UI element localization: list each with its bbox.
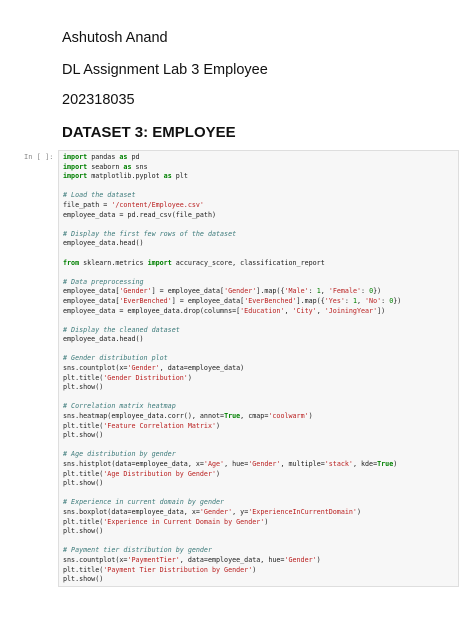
code-token: # Display the first few rows of the dataset [63, 229, 237, 238]
code-line [63, 163, 456, 173]
code-token: file_path = [63, 200, 112, 209]
code-token: ) [356, 507, 361, 516]
code-token: : [308, 287, 317, 296]
code-line [63, 239, 456, 249]
code-token: # Gender distribution plot [63, 354, 168, 363]
code-line [63, 374, 456, 384]
assignment-title: DL Assignment Lab 3 Employee [62, 62, 268, 78]
code-token: : [344, 296, 353, 305]
code-token: 'Male' [284, 287, 309, 296]
code-token: ) [316, 555, 321, 564]
code-token: # Display the cleaned dataset [63, 325, 180, 334]
code-token: : [361, 287, 370, 296]
code-token: plt [171, 172, 188, 181]
code-token: # Experience in current domain by gender [63, 498, 225, 507]
code-token: 'Age Distribution by Gender' [103, 469, 216, 478]
code-token: ) [216, 421, 221, 430]
code-token: True [224, 412, 241, 421]
code-token: 'ExperienceInCurrentDomain' [248, 507, 357, 516]
code-token: ]) [377, 306, 386, 315]
code-token: 'Feature Correlation Matrix' [103, 421, 216, 430]
code-line [63, 489, 456, 499]
code-line [63, 307, 456, 317]
code-line [63, 172, 456, 182]
code-token: 'Payment Tier Distribution by Gender' [103, 565, 253, 574]
code-token: sns.boxplot(data=employee_data, x= [63, 507, 200, 516]
code-line [63, 345, 456, 355]
code-token: matplotlib.pyplot [87, 172, 164, 181]
code-token: sns.countplot(x= [63, 364, 128, 373]
code-line [63, 249, 456, 259]
code-token: 'Education' [240, 306, 285, 315]
code-line [63, 220, 456, 230]
code-token: plt.show() [63, 383, 104, 392]
code-token: ].map({ [256, 287, 285, 296]
code-token: , [316, 306, 325, 315]
code-line [63, 460, 456, 470]
code-token: 'Gender' [248, 460, 281, 468]
code-token: 0 [369, 287, 374, 296]
code-token: plt.title( [63, 421, 104, 430]
code-token: employee_data[ [63, 287, 120, 296]
code-token: # Payment tier distribution by gender [63, 546, 212, 555]
code-token: ) [264, 517, 269, 526]
code-token: 'PaymentTier' [127, 555, 180, 564]
code-token: pd [127, 153, 140, 161]
code-token: plt.show() [63, 431, 104, 440]
code-token: # Load the dataset [63, 191, 136, 200]
code-token: 'coolwarm' [268, 412, 309, 421]
code-token: , hue= [224, 460, 249, 468]
code-line [63, 508, 456, 518]
code-line [63, 278, 456, 288]
code-token: as [123, 162, 132, 171]
code-token: ) [252, 565, 257, 574]
code-line [63, 422, 456, 432]
code-line [63, 556, 456, 566]
code-token: }) [373, 287, 382, 296]
code-line [63, 297, 456, 307]
code-token: ] = employee_data[ [171, 296, 245, 305]
code-line [63, 479, 456, 489]
code-token: plt.title( [63, 373, 104, 382]
code-token: plt.title( [63, 517, 104, 526]
code-token: ) [216, 469, 221, 478]
code-token: 'EverBenched' [244, 296, 297, 305]
code-line [63, 537, 456, 547]
code-line [63, 470, 456, 480]
code-token: # Age distribution by gender [63, 450, 176, 459]
code-editor[interactable] [63, 153, 456, 585]
code-token: sns.heatmap(employee_data.corr(), annot= [63, 412, 225, 421]
code-token: ) [393, 460, 398, 468]
code-token: # Data preprocessing [63, 277, 144, 286]
code-token: import [147, 258, 172, 267]
code-token: pandas [87, 153, 120, 161]
code-token: 0 [389, 296, 394, 305]
code-token: , cmap= [240, 412, 269, 421]
code-line [63, 268, 456, 278]
code-token: employee_data = pd.read_csv(file_path) [63, 210, 216, 219]
code-token: , [320, 287, 329, 296]
code-line [63, 335, 456, 345]
code-line [63, 566, 456, 576]
code-token: plt.show() [63, 575, 104, 584]
code-token: employee_data[ [63, 296, 120, 305]
code-token: , data=employee_data) [159, 364, 245, 373]
code-token: employee_data.head() [63, 335, 144, 344]
code-line [63, 191, 456, 201]
code-token: # Correlation matrix heatmap [63, 402, 176, 411]
code-token: 'EverBenched' [119, 296, 172, 305]
code-line [63, 431, 456, 441]
code-token: True [377, 460, 394, 468]
code-token: employee_data = employee_data.drop(columns=[ [63, 306, 241, 315]
code-token: import [63, 172, 88, 181]
code-token: 'Female' [328, 287, 362, 296]
code-token: import [63, 162, 88, 171]
code-token: 'Gender Distribution' [103, 373, 188, 382]
code-token: 'JoiningYear' [324, 306, 378, 315]
code-line [63, 498, 456, 508]
code-line [63, 518, 456, 528]
code-token: employee_data.head() [63, 239, 144, 248]
code-token: , data=employee_data, hue= [179, 555, 285, 564]
code-line [63, 287, 456, 297]
code-token: sns.histplot(data=employee_data, x= [63, 460, 204, 468]
code-token: , y= [232, 507, 249, 516]
code-line [63, 316, 456, 326]
code-token: plt.show() [63, 527, 104, 536]
code-line [63, 153, 456, 163]
code-token: }) [393, 296, 402, 305]
code-token: , [356, 296, 366, 305]
code-token: ) [308, 412, 313, 421]
code-line [63, 354, 456, 364]
cell-prompt: In [ ]: [24, 153, 54, 161]
code-token: 'Gender' [284, 555, 317, 564]
code-line [63, 259, 456, 269]
code-cell[interactable] [58, 150, 459, 587]
code-token: 'Experience in Current Domain by Gender' [103, 517, 265, 526]
code-token: 'City' [292, 306, 317, 315]
code-token: seaborn [87, 162, 124, 171]
code-token: 'Gender' [119, 287, 152, 296]
code-line [63, 182, 456, 192]
code-token: sklearn.metrics [79, 258, 148, 267]
code-token: , [284, 306, 293, 315]
code-token: sns [131, 162, 148, 171]
code-token: 'Age' [203, 460, 225, 468]
code-line [63, 326, 456, 336]
author-name: Ashutosh Anand [62, 30, 168, 46]
code-token: 'stack' [324, 460, 353, 468]
code-line [63, 364, 456, 374]
code-token: : [381, 296, 390, 305]
code-token: 'Gender' [224, 287, 257, 296]
code-line [63, 546, 456, 556]
code-token: 'Yes' [324, 296, 345, 305]
code-token: sns.countplot(x= [63, 555, 128, 564]
code-token: , multiple= [280, 460, 325, 468]
code-line [63, 230, 456, 240]
code-line [63, 575, 456, 585]
code-token: ].map({ [296, 296, 325, 305]
section-heading: DATASET 3: EMPLOYEE [62, 124, 236, 141]
code-token: 'Gender' [199, 507, 233, 516]
code-line [63, 412, 456, 422]
code-line [63, 393, 456, 403]
code-token: plt.title( [63, 565, 104, 574]
code-token: from [63, 258, 80, 267]
code-token: import [63, 153, 88, 161]
code-token: plt.show() [63, 479, 104, 488]
code-token: , kde= [352, 460, 378, 468]
code-token: as [119, 153, 128, 161]
student-id: 202318035 [62, 92, 135, 108]
code-token: 'Gender' [127, 364, 160, 373]
code-line [63, 201, 456, 211]
code-line [63, 450, 456, 460]
code-line [63, 402, 456, 412]
code-line [63, 441, 456, 451]
code-token: plt.title( [63, 469, 104, 478]
code-token: 'No' [365, 296, 382, 305]
code-token: ] = employee_data[ [151, 287, 225, 296]
code-line [63, 383, 456, 393]
code-token: ) [187, 373, 192, 382]
code-token: 1 [352, 296, 357, 305]
code-token: as [163, 172, 172, 181]
code-line [63, 527, 456, 537]
code-token: accuracy_score, classification_report [171, 258, 325, 267]
code-token: '/content/Employee.csv' [111, 200, 204, 209]
code-token: 1 [316, 287, 321, 296]
code-line [63, 211, 456, 221]
